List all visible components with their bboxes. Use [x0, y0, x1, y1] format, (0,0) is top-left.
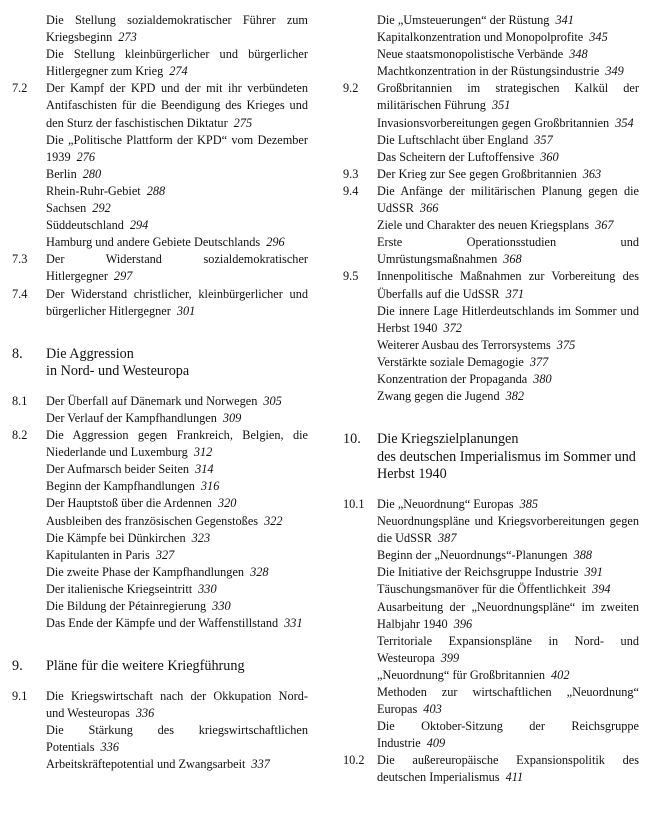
- entry-title: Die Aggression gegen Frankreich, Belgien, die Niederlande und Luxemburg: [46, 428, 308, 460]
- toc-entry[interactable]: [12, 564, 308, 581]
- page-number: 345: [589, 30, 608, 45]
- toc-entry[interactable]: [343, 46, 639, 63]
- toc-entry[interactable]: [12, 183, 308, 200]
- page-number: 372: [443, 320, 462, 335]
- toc-entry[interactable]: [12, 166, 308, 183]
- entry-title: Neuordnungspläne und Kriegsvorbereitungen gegen die UdSSR: [377, 514, 639, 546]
- page-number: 391: [584, 565, 603, 580]
- page-number: 351: [491, 98, 511, 113]
- page-number: 399: [440, 650, 460, 665]
- entry-title-block: [46, 234, 308, 251]
- toc-entry[interactable]: [343, 599, 639, 633]
- entry-title-block: [377, 633, 639, 667]
- page-number: 294: [129, 218, 149, 233]
- section-gap: [12, 320, 308, 346]
- section-gap: [343, 405, 639, 431]
- page-number: 314: [195, 462, 214, 477]
- toc-entry[interactable]: [12, 132, 308, 166]
- entry-title: Die „Umsteuerungen“ der Rüstung: [377, 13, 550, 27]
- toc-entry[interactable]: [12, 615, 308, 632]
- toc-entry[interactable]: [12, 251, 308, 285]
- toc-entry[interactable]: [343, 132, 639, 149]
- toc-entry[interactable]: [343, 496, 639, 513]
- entry-title-block: [377, 496, 639, 513]
- chapter-title: Die Aggression: [46, 345, 134, 362]
- entry-title: Kapitulanten in Paris: [46, 547, 150, 562]
- toc-entry[interactable]: [343, 581, 639, 598]
- page-number: 336: [100, 740, 119, 755]
- entry-title-block: [46, 46, 308, 80]
- toc-entry[interactable]: [12, 46, 308, 80]
- entry-title: Die „Neuordnung“ Europas: [377, 496, 514, 511]
- page-number: 387: [438, 531, 457, 546]
- section-gap: [343, 484, 639, 496]
- entry-title-block: [46, 166, 308, 183]
- toc-entry[interactable]: [343, 388, 639, 405]
- entry-title-block: [46, 495, 308, 512]
- entry-title: Der Aufmarsch beider Seiten: [46, 462, 190, 477]
- entry-title: Der Krieg zur See gegen Großbritannien: [377, 166, 577, 181]
- page-number: 349: [605, 64, 624, 79]
- entry-title: Arbeitskräftepotential und Zwangsarbeit: [46, 757, 246, 772]
- entry-title: Süddeutschland: [46, 218, 124, 233]
- entry-title: Kapitalkonzentration und Monopolprofite: [377, 30, 584, 45]
- entry-title-block: [46, 251, 308, 285]
- page-number: 367: [595, 218, 614, 233]
- toc-entry[interactable]: [343, 183, 639, 217]
- page-number: 402: [551, 667, 570, 682]
- entry-title-block: [46, 200, 308, 217]
- toc-entry[interactable]: [343, 752, 639, 786]
- page-number: 275: [233, 115, 253, 130]
- entry-title-block: [377, 354, 639, 371]
- entry-title-block: [377, 599, 639, 633]
- entry-title-block: [46, 564, 308, 581]
- entry-title: Ziele und Charakter des neuen Kriegsplans: [377, 218, 590, 233]
- entry-title: Die Oktober-Sitzung der Reichsgruppe Industrie: [377, 719, 639, 751]
- entry-title: Täuschungsmanöver für die Öffentlichkeit: [377, 582, 587, 597]
- entry-title-block: [46, 615, 308, 632]
- entry-title-block: [46, 598, 308, 615]
- page-number: 377: [529, 354, 549, 369]
- page-number: 328: [250, 564, 269, 579]
- page-number: 375: [556, 337, 576, 352]
- entry-title: Großbritannien im strategischen Kalkül der militärischen Führung: [377, 81, 639, 113]
- entry-title: Die Bildung der Pétainregierung: [46, 599, 207, 613]
- entry-title-block: [46, 530, 308, 547]
- section-gap: [12, 676, 308, 688]
- entry-title: Territoriale Expansionspläne in Nord- und Westeuropa: [377, 633, 639, 665]
- section-number: 9.3: [343, 166, 359, 181]
- toc-entry[interactable]: [12, 286, 308, 320]
- entry-title-block: [377, 183, 639, 217]
- entry-title: Neue staatsmonopolistische Verbände: [377, 47, 564, 62]
- toc-entry[interactable]: [12, 581, 308, 598]
- toc-entry[interactable]: [343, 354, 639, 371]
- page-number: 360: [540, 149, 559, 164]
- entry-title-block: [377, 80, 639, 114]
- page-number: 396: [453, 616, 473, 631]
- entry-title-block: [377, 547, 639, 564]
- page-number: 371: [505, 286, 525, 301]
- entry-title-block: [46, 513, 308, 530]
- page-number: 330: [212, 599, 231, 613]
- entry-title: „Neuordnung“ für Großbritannien: [377, 667, 546, 682]
- entry-title-block: [46, 132, 308, 166]
- chapter-number: 8.: [12, 345, 23, 362]
- entry-title-block: [377, 667, 639, 684]
- entry-title-block: [377, 684, 639, 718]
- entry-title: Erste Operationsstudien und Umrüstungsmaßnahmen: [377, 235, 639, 267]
- entry-title-block: [46, 722, 308, 756]
- entry-title: Das Ende der Kämpfe und der Waffenstillstand: [46, 616, 279, 631]
- toc-entry[interactable]: [343, 547, 639, 564]
- toc-entry[interactable]: [12, 688, 308, 722]
- entry-title: Die Kämpfe bei Dünkirchen: [46, 530, 186, 545]
- section-number: 7.4: [12, 286, 28, 301]
- page-number: 409: [426, 736, 446, 751]
- entry-title-block: [46, 478, 308, 495]
- entry-title-block: [377, 752, 639, 786]
- page-number: 320: [217, 496, 237, 511]
- entry-title-block: [46, 183, 308, 200]
- entry-title-block: [377, 268, 639, 302]
- entry-title: Die Anfänge der militärischen Planung gegen die UdSSR: [377, 183, 639, 216]
- toc-entry[interactable]: [12, 598, 308, 615]
- toc-left-column: [12, 12, 308, 773]
- entry-title-block: [46, 80, 308, 131]
- page-number: 297: [113, 269, 133, 284]
- chapter-subtitle: in Nord- und Westeuropa: [46, 363, 190, 380]
- section-gap: [12, 381, 308, 393]
- entry-title-block: [46, 461, 308, 478]
- page-number: 403: [423, 702, 442, 717]
- page-number: 327: [155, 547, 175, 562]
- entry-title: Invasionsvorbereitungen gegen Großbritannien: [377, 115, 610, 130]
- entry-title: Der Widerstand christlicher, kleinbürgerlicher und bürgerlicher Hitlergegner: [46, 286, 308, 318]
- page-number: 288: [146, 183, 166, 198]
- page-number: 301: [176, 303, 196, 318]
- page-number: 331: [284, 616, 303, 631]
- toc-entry[interactable]: [343, 166, 639, 183]
- page-number: 322: [264, 513, 283, 528]
- toc-entry[interactable]: [343, 684, 639, 718]
- toc-entry[interactable]: [12, 200, 308, 217]
- entry-title: Der Verlauf der Kampfhandlungen: [46, 410, 217, 425]
- entry-title: Die Stellung kleinbürgerlicher und bürgerlicher Hitlergegner zum Krieg: [46, 47, 308, 79]
- toc-entry[interactable]: [12, 217, 308, 234]
- entry-title-block: [377, 581, 639, 598]
- entry-title: Der Kampf der KPD und der mit ihr verbündeten Antifaschisten für die Beendigung des Krieges und den Sturz der faschistischen Diktatur: [46, 81, 308, 130]
- page-number: 274: [169, 64, 188, 79]
- toc-entry[interactable]: [12, 530, 308, 547]
- page-number: 312: [193, 445, 213, 460]
- page-number: 316: [200, 479, 220, 494]
- entry-title: Weiterer Ausbau des Terrorsystems: [377, 337, 551, 352]
- page-number: 296: [266, 235, 285, 250]
- entry-title: Ausbleiben des französischen Gegenstoßes: [46, 513, 259, 528]
- page-number: 394: [592, 582, 611, 597]
- entry-title: Konzentration der Propaganda: [377, 371, 528, 386]
- entry-title: Die „Politische Plattform der KPD“ vom Dezember 1939: [46, 132, 308, 164]
- entry-title-block: [377, 46, 639, 63]
- entry-title: Innenpolitische Maßnahmen zur Vorbereitung des Überfalls auf die UdSSR: [377, 269, 639, 301]
- entry-title-block: [377, 217, 639, 234]
- page-number: 380: [533, 371, 552, 386]
- section-number: 7.3: [12, 252, 28, 267]
- toc-entry[interactable]: [12, 722, 308, 756]
- toc-entry[interactable]: [12, 461, 308, 478]
- entry-title-block: [377, 149, 639, 166]
- toc-entry[interactable]: [343, 633, 639, 667]
- entry-title-block: [377, 12, 639, 29]
- page-number: 348: [569, 47, 588, 62]
- toc-entry[interactable]: [343, 564, 639, 581]
- entry-title-block: [377, 718, 639, 752]
- toc-entry[interactable]: [12, 427, 308, 461]
- toc-entry[interactable]: [343, 234, 639, 268]
- chapter-heading: [12, 346, 308, 381]
- entry-title: Der italienische Kriegseintritt: [46, 581, 193, 596]
- toc-entry[interactable]: [12, 756, 308, 773]
- toc-entry[interactable]: [12, 513, 308, 530]
- entry-title: Beginn der Kampfhandlungen: [46, 479, 195, 494]
- page-number: 354: [615, 115, 634, 130]
- toc-entry[interactable]: [343, 149, 639, 166]
- page-number: 276: [76, 149, 96, 164]
- entry-title: Berlin: [46, 166, 77, 181]
- chapter-title: Pläne für die weitere Kriegführung: [46, 658, 245, 675]
- page-number: 368: [503, 252, 522, 267]
- section-number: 9.2: [343, 81, 359, 96]
- section-number: 10.1: [343, 496, 365, 511]
- entry-title-block: [377, 371, 639, 388]
- toc-entry[interactable]: [343, 337, 639, 354]
- section-number: 10.2: [343, 753, 365, 768]
- section-number: 9.5: [343, 269, 359, 284]
- entry-title-block: [377, 513, 639, 547]
- toc-entry[interactable]: [12, 478, 308, 495]
- page-number: 357: [534, 132, 553, 147]
- toc-entry[interactable]: [343, 303, 639, 337]
- entry-title: Die Initiative der Reichsgruppe Industrie: [377, 565, 579, 580]
- entry-title-block: [377, 115, 639, 132]
- toc-entry[interactable]: [12, 495, 308, 512]
- entry-title: Der Hauptstoß über die Ardennen: [46, 496, 212, 511]
- entry-title-block: [46, 410, 308, 427]
- page-number: 382: [505, 389, 525, 404]
- entry-title-block: [377, 132, 639, 149]
- entry-title-block: [46, 427, 308, 461]
- chapter-heading: [343, 431, 639, 484]
- toc-entry[interactable]: [343, 29, 639, 46]
- toc-entry[interactable]: [343, 115, 639, 132]
- toc-entry[interactable]: [12, 12, 308, 46]
- chapter-number: 10.: [343, 431, 361, 448]
- page-number: 309: [222, 410, 242, 425]
- page-number: 388: [573, 548, 593, 563]
- entry-title-block: [377, 63, 639, 80]
- toc-entry[interactable]: [12, 393, 308, 410]
- entry-title-block: [377, 388, 639, 405]
- section-number: 8.2: [12, 428, 28, 443]
- entry-title-block: [377, 564, 639, 581]
- entry-title-block: [46, 547, 308, 564]
- page-number: 280: [82, 166, 102, 181]
- entry-title-block: [377, 337, 639, 354]
- chapter-subtitle: des deutschen Imperialismus im Sommer und Herbst 1940: [377, 448, 636, 483]
- entry-title: Das Scheitern der Luftoffensive: [377, 149, 535, 164]
- entry-title-block: [46, 393, 308, 410]
- section-number: 9.1: [12, 688, 28, 703]
- entry-title-block: [377, 234, 639, 268]
- entry-title-block: [46, 688, 308, 722]
- toc-entry[interactable]: [343, 513, 639, 547]
- entry-title: Der Überfall auf Dänemark und Norwegen: [46, 393, 258, 408]
- toc-entry[interactable]: [343, 667, 639, 684]
- entry-title: Sachsen: [46, 201, 87, 216]
- section-gap: [12, 632, 308, 658]
- section-number: 8.1: [12, 393, 28, 408]
- toc-entry[interactable]: [343, 12, 639, 29]
- toc-entry[interactable]: [343, 371, 639, 388]
- chapter-heading: [12, 658, 308, 676]
- entry-title-block: [46, 217, 308, 234]
- entry-title: Ausarbeitung der „Neuordnungspläne“ im zweiten Halbjahr 1940: [377, 599, 639, 631]
- section-number: 7.2: [12, 81, 28, 96]
- page-number: 385: [519, 496, 539, 511]
- toc-entry[interactable]: [12, 80, 308, 131]
- entry-title: Zwang gegen die Jugend: [377, 389, 500, 404]
- entry-title: Die innere Lage Hitlerdeutschlands im Sommer und Herbst 1940: [377, 303, 639, 335]
- entry-title: Der Widerstand sozialdemokratischer Hitlergegner: [46, 252, 308, 284]
- entry-title-block: [46, 581, 308, 598]
- page-number: 341: [555, 13, 574, 27]
- entry-title: Machtkonzentration in der Rüstungsindustrie: [377, 64, 600, 79]
- page-number: 366: [419, 201, 439, 216]
- entry-title-block: [377, 166, 639, 183]
- entry-title: Rhein-Ruhr-Gebiet: [46, 183, 141, 198]
- chapter-title: Die Kriegszielplanungen: [377, 431, 519, 448]
- entry-title: Die außereuropäische Expansionspolitik des deutschen Imperialismus: [377, 753, 639, 785]
- entry-title-block: [377, 303, 639, 337]
- toc-entry[interactable]: [12, 410, 308, 427]
- page-number: 411: [505, 770, 524, 785]
- toc-entry[interactable]: [343, 217, 639, 234]
- entry-title: Die zweite Phase der Kampfhandlungen: [46, 564, 245, 579]
- toc-entry[interactable]: [12, 547, 308, 564]
- page-number: 292: [92, 201, 111, 216]
- page-number: 305: [263, 393, 282, 408]
- entry-title: Die Kriegswirtschaft nach der Okkupation Nord- und Westeuropas: [46, 688, 308, 720]
- page-number: 330: [198, 581, 217, 596]
- entry-title: Die Luftschlacht über England: [377, 132, 529, 147]
- entry-title: Die Stärkung des kriegswirtschaftlichen Potentials: [46, 722, 308, 755]
- page-number: 273: [118, 30, 137, 45]
- page-number: 336: [135, 705, 155, 720]
- entry-title: Methoden zur wirtschaftlichen „Neuordnung“ Europas: [377, 684, 639, 717]
- entry-title-block: [46, 12, 308, 46]
- toc-entry[interactable]: [343, 63, 639, 80]
- toc-right-column: [343, 12, 639, 787]
- page-number: 363: [582, 166, 602, 181]
- toc-entry[interactable]: [343, 718, 639, 752]
- entry-title: Beginn der „Neuordnungs“-Planungen: [377, 548, 568, 563]
- entry-title: Die Stellung sozialdemokratischer Führer zum Kriegsbeginn: [46, 13, 308, 45]
- entry-title: Verstärkte soziale Demagogie: [377, 354, 524, 369]
- toc-entry[interactable]: [12, 234, 308, 251]
- entry-title-block: [46, 286, 308, 320]
- entry-title-block: [377, 29, 639, 46]
- entry-title-block: [46, 756, 308, 773]
- page-number: 323: [191, 530, 211, 545]
- entry-title: Hamburg und andere Gebiete Deutschlands: [46, 235, 261, 250]
- section-number: 9.4: [343, 183, 359, 198]
- page-number: 337: [251, 757, 270, 772]
- toc-entry[interactable]: [343, 268, 639, 302]
- chapter-number: 9.: [12, 658, 23, 675]
- toc-entry[interactable]: [343, 80, 639, 114]
